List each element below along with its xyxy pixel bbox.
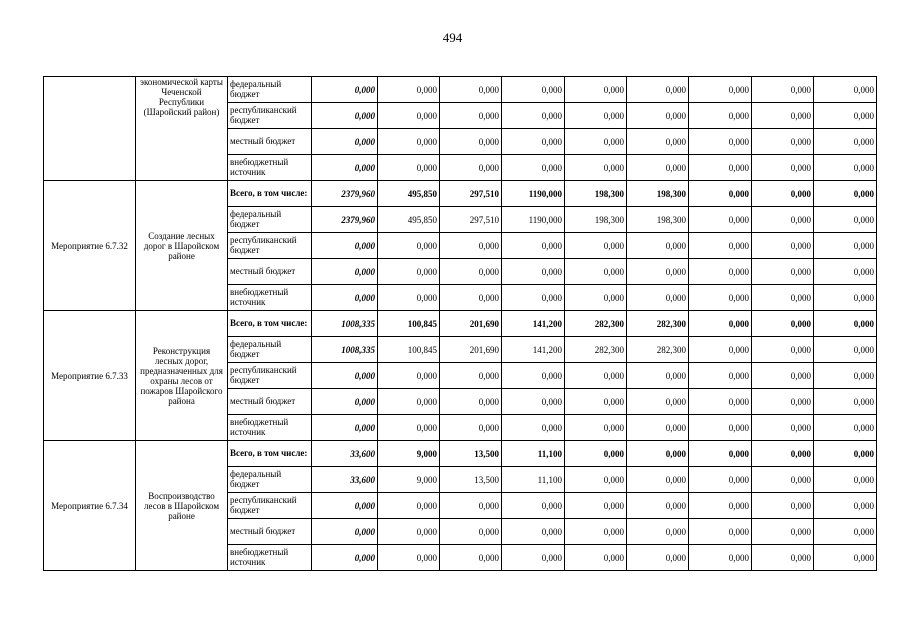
amount-cell: 0,000 — [689, 389, 752, 415]
amount-cell: 0,000 — [752, 389, 814, 415]
amount-cell: 0,000 — [502, 493, 565, 519]
amount-cell: 0,000 — [440, 155, 502, 181]
page-number: 494 — [442, 30, 463, 45]
total-amount-cell: 0,000 — [312, 233, 378, 259]
funding-source-cell: республиканский бюджет — [228, 233, 312, 259]
funding-source-cell: внебюджетный источник — [228, 415, 312, 441]
amount-cell: 0,000 — [814, 233, 877, 259]
amount-cell: 0,000 — [502, 415, 565, 441]
amount-cell: 0,000 — [440, 493, 502, 519]
amount-cell: 0,000 — [565, 103, 627, 129]
amount-cell: 141,200 — [502, 311, 565, 337]
total-amount-cell: 0,000 — [312, 363, 378, 389]
total-amount-cell: 0,000 — [312, 285, 378, 311]
amount-cell: 0,000 — [565, 233, 627, 259]
amount-cell: 9,000 — [378, 441, 440, 467]
amount-cell: 0,000 — [378, 233, 440, 259]
amount-cell: 0,000 — [814, 467, 877, 493]
amount-cell: 0,000 — [814, 389, 877, 415]
amount-cell: 0,000 — [627, 259, 689, 285]
amount-cell: 0,000 — [627, 493, 689, 519]
amount-cell: 0,000 — [752, 207, 814, 233]
amount-cell: 0,000 — [565, 363, 627, 389]
total-amount-cell: 33,600 — [312, 467, 378, 493]
total-amount-cell: 33,600 — [312, 441, 378, 467]
amount-cell: 0,000 — [814, 129, 877, 155]
amount-cell: 0,000 — [752, 311, 814, 337]
funding-source-cell: республиканский бюджет — [228, 493, 312, 519]
amount-cell: 0,000 — [689, 311, 752, 337]
amount-cell: 0,000 — [752, 129, 814, 155]
amount-cell: 0,000 — [752, 415, 814, 441]
amount-cell: 0,000 — [565, 519, 627, 545]
amount-cell: 0,000 — [502, 259, 565, 285]
funding-source-cell: местный бюджет — [228, 259, 312, 285]
total-amount-cell: 0,000 — [312, 389, 378, 415]
amount-cell: 0,000 — [440, 519, 502, 545]
amount-cell: 0,000 — [502, 389, 565, 415]
amount-cell: 0,000 — [378, 155, 440, 181]
amount-cell: 0,000 — [814, 181, 877, 207]
amount-cell: 0,000 — [814, 493, 877, 519]
amount-cell: 0,000 — [689, 207, 752, 233]
amount-cell: 100,845 — [378, 337, 440, 363]
amount-cell: 0,000 — [378, 77, 440, 103]
amount-cell: 0,000 — [752, 363, 814, 389]
funding-source-cell: внебюджетный источник — [228, 285, 312, 311]
amount-cell: 0,000 — [440, 233, 502, 259]
amount-cell: 0,000 — [565, 285, 627, 311]
amount-cell: 0,000 — [689, 363, 752, 389]
amount-cell: 198,300 — [627, 181, 689, 207]
amount-cell: 0,000 — [689, 259, 752, 285]
amount-cell: 0,000 — [627, 519, 689, 545]
funding-source-cell: Всего, в том числе: — [228, 181, 312, 207]
amount-cell: 0,000 — [689, 337, 752, 363]
event-cell: Мероприятие 6.7.33 — [44, 311, 136, 441]
event-name-cell: Создание лесных дорог в Шаройском районе — [136, 181, 228, 311]
amount-cell: 0,000 — [378, 545, 440, 571]
amount-cell: 13,500 — [440, 467, 502, 493]
amount-cell: 297,510 — [440, 207, 502, 233]
amount-cell: 0,000 — [752, 545, 814, 571]
amount-cell: 0,000 — [502, 233, 565, 259]
amount-cell: 0,000 — [627, 103, 689, 129]
amount-cell: 0,000 — [627, 155, 689, 181]
funding-source-cell: республиканский бюджет — [228, 363, 312, 389]
amount-cell: 0,000 — [814, 519, 877, 545]
amount-cell: 0,000 — [440, 415, 502, 441]
amount-cell: 297,510 — [440, 181, 502, 207]
table-row — [44, 77, 877, 103]
amount-cell: 0,000 — [627, 233, 689, 259]
amount-cell: 0,000 — [814, 363, 877, 389]
funding-source-cell: федеральный бюджет — [228, 207, 312, 233]
amount-cell: 201,690 — [440, 311, 502, 337]
amount-cell: 0,000 — [752, 181, 814, 207]
amount-cell: 1190,000 — [502, 181, 565, 207]
amount-cell: 0,000 — [565, 467, 627, 493]
amount-cell: 0,000 — [627, 77, 689, 103]
funding-source-cell: местный бюджет — [228, 519, 312, 545]
amount-cell: 0,000 — [440, 285, 502, 311]
amount-cell: 282,300 — [627, 337, 689, 363]
amount-cell: 0,000 — [814, 545, 877, 571]
amount-cell: 13,500 — [440, 441, 502, 467]
amount-cell: 0,000 — [752, 337, 814, 363]
funding-source-cell: внебюджетный источник — [228, 545, 312, 571]
amount-cell: 0,000 — [689, 467, 752, 493]
amount-cell: 0,000 — [689, 77, 752, 103]
amount-cell: 0,000 — [627, 129, 689, 155]
amount-cell: 0,000 — [627, 389, 689, 415]
table-row — [44, 181, 877, 207]
total-amount-cell: 0,000 — [312, 103, 378, 129]
amount-cell: 0,000 — [378, 519, 440, 545]
amount-cell: 0,000 — [565, 441, 627, 467]
amount-cell: 0,000 — [814, 103, 877, 129]
funding-source-cell: местный бюджет — [228, 389, 312, 415]
amount-cell: 0,000 — [565, 545, 627, 571]
amount-cell: 0,000 — [814, 207, 877, 233]
amount-cell: 0,000 — [565, 155, 627, 181]
amount-cell: 0,000 — [565, 389, 627, 415]
amount-cell: 0,000 — [814, 337, 877, 363]
amount-cell: 0,000 — [565, 77, 627, 103]
funding-source-cell: местный бюджет — [228, 129, 312, 155]
amount-cell: 0,000 — [752, 467, 814, 493]
amount-cell: 0,000 — [627, 415, 689, 441]
amount-cell: 0,000 — [752, 519, 814, 545]
amount-cell: 0,000 — [565, 259, 627, 285]
event-name-cell: экономической карты Чеченской Республики (Шаройский район) — [136, 77, 228, 181]
amount-cell: 198,300 — [565, 207, 627, 233]
amount-cell: 198,300 — [565, 181, 627, 207]
amount-cell: 0,000 — [752, 233, 814, 259]
total-amount-cell: 2379,960 — [312, 207, 378, 233]
event-cell — [44, 77, 136, 181]
amount-cell: 0,000 — [565, 129, 627, 155]
total-amount-cell: 0,000 — [312, 129, 378, 155]
amount-cell: 11,100 — [502, 467, 565, 493]
amount-cell: 282,300 — [627, 311, 689, 337]
funding-source-cell: федеральный бюджет — [228, 467, 312, 493]
amount-cell: 0,000 — [752, 155, 814, 181]
total-amount-cell: 0,000 — [312, 155, 378, 181]
amount-cell: 0,000 — [502, 77, 565, 103]
total-amount-cell: 0,000 — [312, 259, 378, 285]
amount-cell: 282,300 — [565, 337, 627, 363]
amount-cell: 0,000 — [689, 415, 752, 441]
amount-cell: 0,000 — [440, 545, 502, 571]
amount-cell: 0,000 — [502, 519, 565, 545]
amount-cell: 0,000 — [378, 259, 440, 285]
amount-cell: 0,000 — [689, 233, 752, 259]
amount-cell: 0,000 — [814, 415, 877, 441]
amount-cell: 0,000 — [814, 259, 877, 285]
amount-cell: 0,000 — [378, 363, 440, 389]
amount-cell: 495,850 — [378, 207, 440, 233]
total-amount-cell: 0,000 — [312, 519, 378, 545]
budget-table — [43, 76, 877, 571]
amount-cell: 0,000 — [689, 155, 752, 181]
amount-cell: 0,000 — [502, 129, 565, 155]
funding-source-cell: Всего, в том числе: — [228, 311, 312, 337]
amount-cell: 0,000 — [689, 441, 752, 467]
amount-cell: 0,000 — [689, 285, 752, 311]
amount-cell: 0,000 — [814, 285, 877, 311]
funding-source-cell: Всего, в том числе: — [228, 441, 312, 467]
amount-cell: 0,000 — [378, 103, 440, 129]
amount-cell: 198,300 — [627, 207, 689, 233]
amount-cell: 1190,000 — [502, 207, 565, 233]
amount-cell: 0,000 — [440, 129, 502, 155]
amount-cell: 0,000 — [565, 493, 627, 519]
amount-cell: 0,000 — [689, 103, 752, 129]
table-row — [44, 441, 877, 467]
total-amount-cell: 1008,335 — [312, 337, 378, 363]
total-amount-cell: 0,000 — [312, 415, 378, 441]
amount-cell: 0,000 — [689, 545, 752, 571]
amount-cell: 0,000 — [814, 311, 877, 337]
funding-source-cell: федеральный бюджет — [228, 77, 312, 103]
total-amount-cell: 0,000 — [312, 77, 378, 103]
amount-cell: 0,000 — [502, 285, 565, 311]
amount-cell: 0,000 — [502, 545, 565, 571]
amount-cell: 0,000 — [565, 415, 627, 441]
amount-cell: 11,100 — [502, 441, 565, 467]
amount-cell: 0,000 — [814, 441, 877, 467]
funding-source-cell: федеральный бюджет — [228, 337, 312, 363]
funding-source-cell: внебюджетный источник — [228, 155, 312, 181]
amount-cell: 0,000 — [752, 259, 814, 285]
amount-cell: 0,000 — [378, 415, 440, 441]
amount-cell: 0,000 — [378, 285, 440, 311]
amount-cell: 0,000 — [502, 155, 565, 181]
amount-cell: 0,000 — [502, 103, 565, 129]
total-amount-cell: 2379,960 — [312, 181, 378, 207]
event-name-cell: Воспроизводство лесов в Шаройском районе — [136, 441, 228, 571]
amount-cell: 201,690 — [440, 337, 502, 363]
amount-cell: 282,300 — [565, 311, 627, 337]
amount-cell: 0,000 — [752, 441, 814, 467]
amount-cell: 0,000 — [814, 155, 877, 181]
amount-cell: 0,000 — [814, 77, 877, 103]
table-body — [44, 77, 877, 571]
amount-cell: 0,000 — [440, 103, 502, 129]
table-row — [44, 311, 877, 337]
amount-cell: 0,000 — [689, 519, 752, 545]
amount-cell: 141,200 — [502, 337, 565, 363]
amount-cell: 495,850 — [378, 181, 440, 207]
amount-cell: 100,845 — [378, 311, 440, 337]
amount-cell: 0,000 — [689, 129, 752, 155]
amount-cell: 0,000 — [689, 181, 752, 207]
total-amount-cell: 1008,335 — [312, 311, 378, 337]
event-cell: Мероприятие 6.7.32 — [44, 181, 136, 311]
total-amount-cell: 0,000 — [312, 493, 378, 519]
amount-cell: 0,000 — [627, 545, 689, 571]
amount-cell: 0,000 — [440, 363, 502, 389]
amount-cell: 0,000 — [627, 363, 689, 389]
total-amount-cell: 0,000 — [312, 545, 378, 571]
event-cell: Мероприятие 6.7.34 — [44, 441, 136, 571]
amount-cell: 9,000 — [378, 467, 440, 493]
amount-cell: 0,000 — [627, 285, 689, 311]
amount-cell: 0,000 — [502, 363, 565, 389]
amount-cell: 0,000 — [378, 129, 440, 155]
amount-cell: 0,000 — [752, 285, 814, 311]
amount-cell: 0,000 — [378, 389, 440, 415]
amount-cell: 0,000 — [752, 103, 814, 129]
amount-cell: 0,000 — [689, 493, 752, 519]
amount-cell: 0,000 — [378, 493, 440, 519]
amount-cell: 0,000 — [627, 467, 689, 493]
amount-cell: 0,000 — [752, 493, 814, 519]
amount-cell: 0,000 — [627, 441, 689, 467]
amount-cell: 0,000 — [440, 259, 502, 285]
event-name-cell: Реконструкция лесных дорог, предназначенных для охраны лесов от пожаров Шаройского района — [136, 311, 228, 441]
amount-cell: 0,000 — [440, 77, 502, 103]
amount-cell: 0,000 — [440, 389, 502, 415]
amount-cell: 0,000 — [752, 77, 814, 103]
funding-source-cell: республиканский бюджет — [228, 103, 312, 129]
